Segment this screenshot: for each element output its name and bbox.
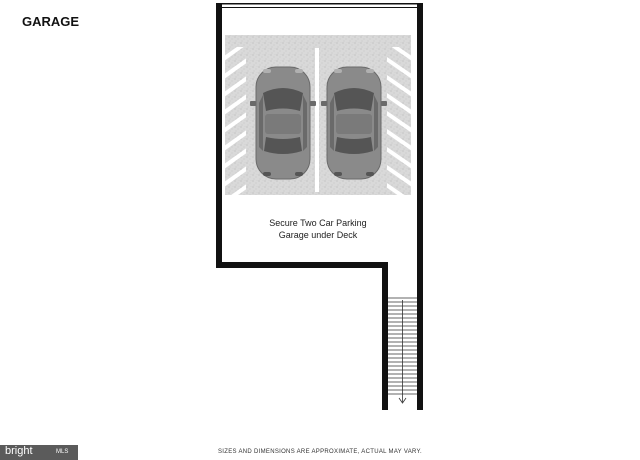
- room-label-line-1: Secure Two Car Parking: [269, 218, 367, 228]
- brightmls-logo: [0, 445, 78, 460]
- stair-arrow-icon: [399, 300, 406, 403]
- car-right: [321, 67, 387, 179]
- car-left: [250, 67, 316, 179]
- plan-title: GARAGE: [22, 14, 80, 29]
- room-label-line-2: Garage under Deck: [278, 230, 358, 240]
- logo-brand: bright: [5, 445, 33, 457]
- disclaimer: SIZES AND DIMENSIONS ARE APPROXIMATE, ACTUAL MAY VARY.: [217, 449, 423, 455]
- room-label: [225, 217, 411, 241]
- logo-suffix: MLS: [56, 449, 69, 455]
